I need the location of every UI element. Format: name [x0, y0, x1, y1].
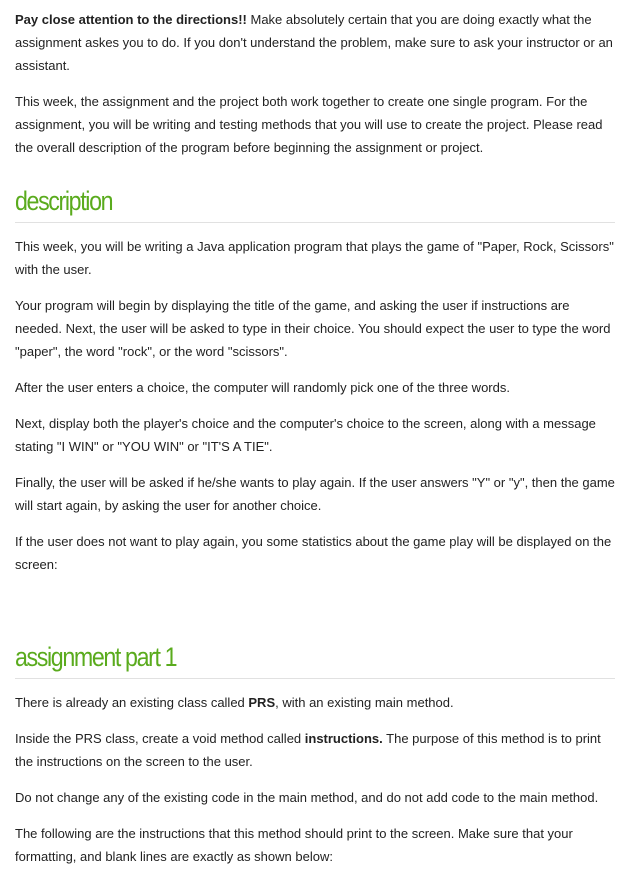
- description-paragraph-6: If the user does not want to play again, you some statistics about the game play will be displayed on the screen:: [15, 534, 612, 572]
- assignment-section-header: [15, 640, 615, 679]
- assignment-heading: assignment part 1: [15, 642, 177, 672]
- description-paragraph-5: Finally, the user will be asked if he/she wants to play again. If the user answers "Y" or "y", then the game will start again, by asking the user for another choice.: [15, 475, 615, 513]
- directions-text: Make absolutely certain that you are doing exactly what the assignment askes you to do. If you don't understand the problem, make sure to ask your instructor or an assistant.: [15, 12, 613, 73]
- method-name-instructions: instructions.: [304, 731, 383, 746]
- assignment-paragraph-1: [15, 691, 615, 714]
- document-content: [15, 8, 615, 881]
- intro-paragraph-directions: [15, 8, 615, 77]
- assignment-p1-text-a: There is already an existing class called: [15, 695, 249, 710]
- description-paragraph-3: After the user enters a choice, the computer will randomly pick one of the three words.: [15, 380, 510, 395]
- directions-warning: Pay close attention to the directions!!: [15, 12, 247, 27]
- assignment-paragraph-3: Do not change any of the existing code in the main method, and do not add code to the main method.: [15, 790, 599, 805]
- class-name-prs: PRS: [248, 695, 276, 710]
- assignment-p2-text-b: The purpose of this method is to print the instructions on the screen to the user.: [15, 731, 601, 769]
- description-heading: description: [15, 186, 113, 216]
- description-paragraph-2: Your program will begin by displaying the title of the game, and asking the user if instructions are needed. Next, the user will be asked to type in their choice. You should expect the user to type the word "paper", the word "rock", or the word "scissors".: [15, 298, 611, 359]
- intro-paragraph-overview: This week, the assignment and the project both work together to create one single program. For the assignment, you will be writing and testing methods that you will use to create the project. Please read the overall description of the program before beginning the assignment or project.: [15, 94, 603, 155]
- assignment-paragraph-4: The following are the instructions that this method should print to the screen. Make sure that your formatting, and blank lines are exactly as shown below:: [15, 826, 573, 864]
- description-paragraph-4: Next, display both the player's choice and the computer's choice to the screen, along with a message stating "I WIN" or "YOU WIN" or "IT'S A TIE".: [15, 416, 596, 454]
- description-section-header: [15, 184, 615, 223]
- description-paragraph-1: This week, you will be writing a Java application program that plays the game of "Paper, Rock, Scissors" with the user.: [15, 239, 614, 277]
- assignment-p1-text-b: , with an existing main method.: [275, 695, 454, 710]
- assignment-p2-text-a: Inside the PRS class, create a void method called: [15, 731, 305, 746]
- assignment-paragraph-2: [15, 727, 615, 773]
